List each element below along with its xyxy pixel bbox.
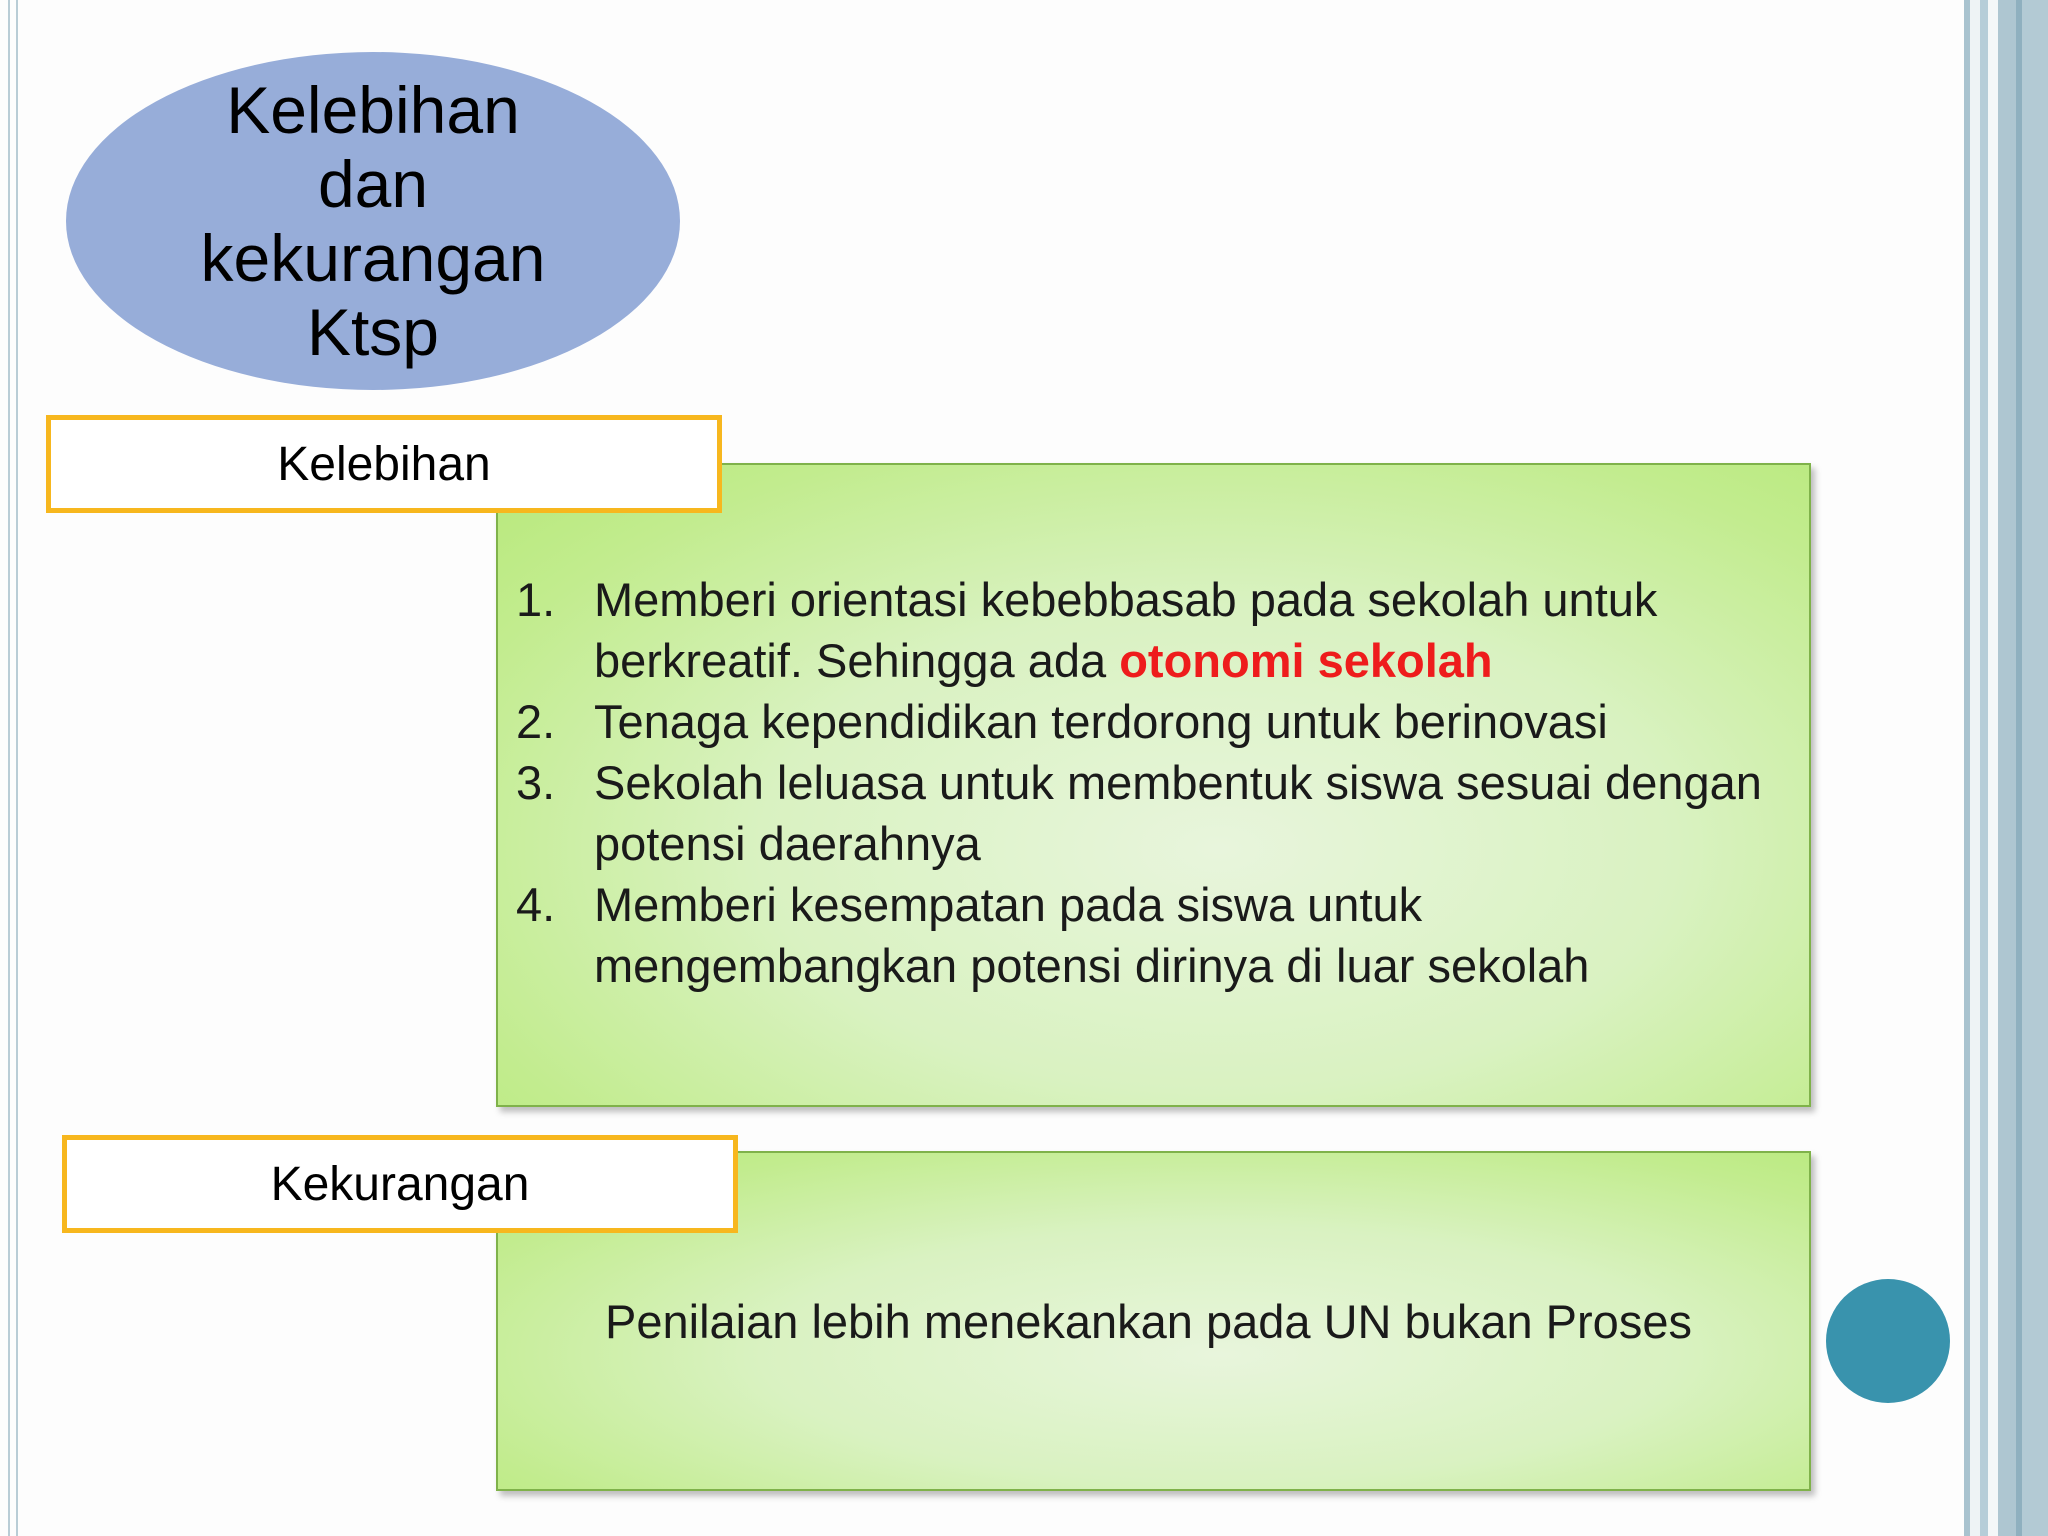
kekurangan-text: Penilaian lebih menekankan pada UN bukan Proses [605,1294,1692,1348]
list-item [516,752,1796,874]
list-item-text: Memberi orientasi kebebbasab pada sekolah untuk berkreatif. Sehingga ada [594,573,1658,687]
left-border-line [8,0,10,1536]
title-line: dan [317,147,429,221]
list-item [516,874,1796,996]
list-number: 3. [516,756,556,809]
list-item-text: Memberi kesempatan pada siswa untuk mengembangkan potensi dirinya di luar sekolah [594,878,1590,992]
list-item [516,569,1796,691]
list-number: 1. [516,573,556,626]
kelebihan-list [516,569,1796,996]
list-item [516,691,1796,752]
title-line: Kelebihan [226,73,520,147]
kelebihan-label: Kelebihan [46,415,722,513]
list-number: 4. [516,878,556,931]
list-number: 2. [516,695,556,748]
highlight-text: otonomi sekolah [1119,634,1493,687]
title-line: kekurangan [200,221,546,295]
left-border-line [16,0,18,1536]
slide-title [153,73,593,369]
kekurangan-label: Kekurangan [62,1135,738,1233]
decorative-circle [1826,1279,1950,1403]
title-ellipse [66,52,680,390]
list-item-text: Sekolah leluasa untuk membentuk siswa sesuai dengan potensi daerahnya [594,756,1762,870]
right-decorative-stripes [1964,0,2048,1536]
title-line: Ktsp [306,295,440,369]
list-item-text: Tenaga kependidikan terdorong untuk berinovasi [594,695,1608,748]
